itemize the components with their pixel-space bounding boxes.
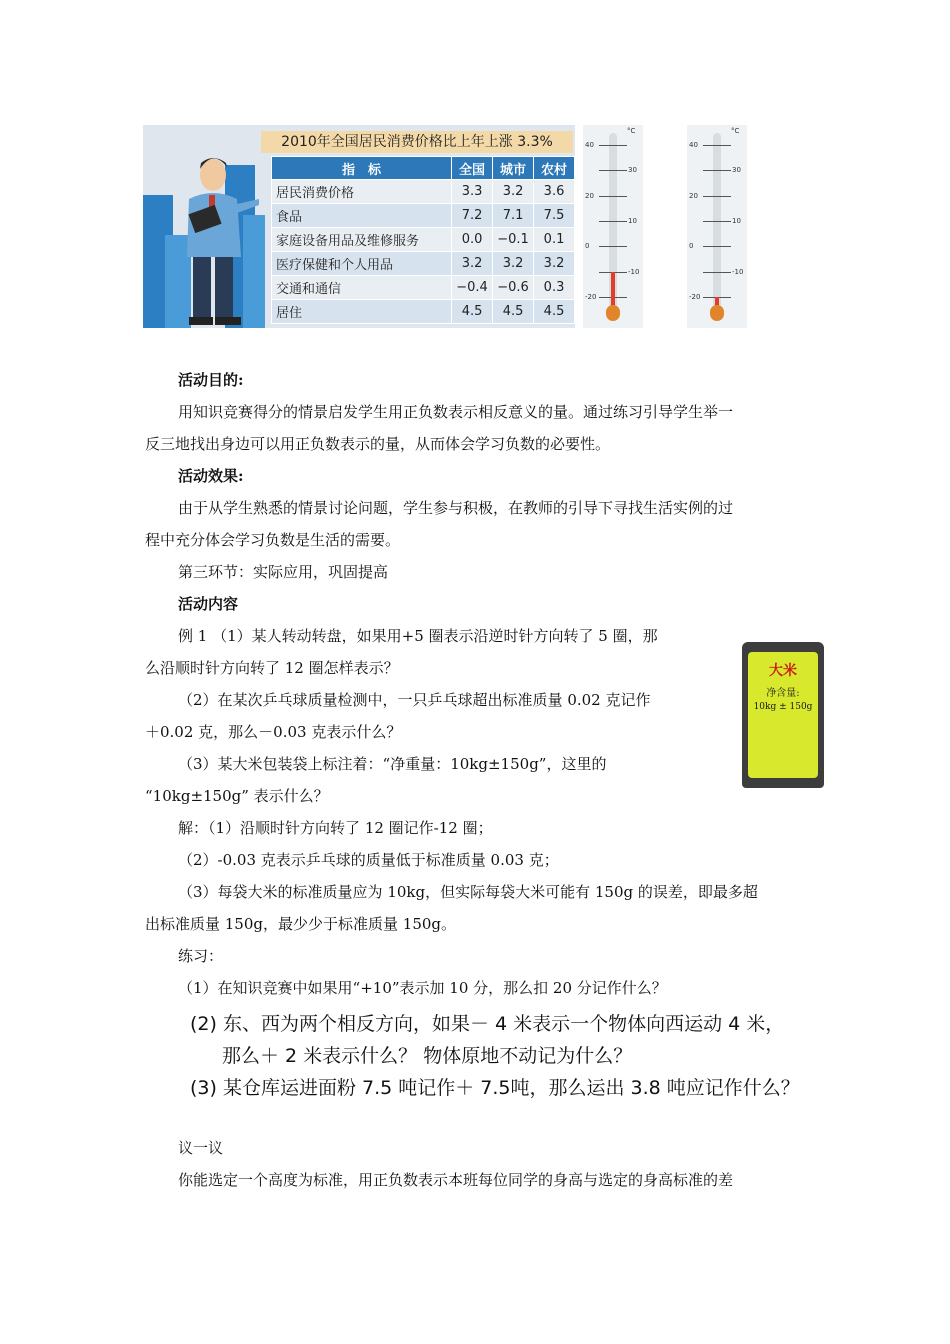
cell-value: −0.4	[452, 276, 493, 300]
cell-value: 3.6	[534, 180, 575, 204]
practice-item-large: (2) 东、西为两个相反方向，如果－ 4 米表示一个物体向西运动 4 米，	[190, 1013, 785, 1035]
thermometer-tick-label: 30	[628, 166, 637, 175]
rice-bag-label	[748, 652, 818, 778]
column-header: 全国	[452, 157, 493, 180]
thermometer-tick-label: 20	[585, 191, 594, 200]
thermometer-unit: °C	[731, 127, 740, 135]
cell-value: 7.5	[534, 204, 575, 228]
effect-text-line: 程中充分体会学习负数是生活的需要。	[145, 531, 401, 549]
thermometer-right	[687, 125, 747, 328]
row-label: 食品	[272, 204, 452, 228]
cell-value: 3.3	[452, 180, 493, 204]
goal-heading: 活动目的:	[178, 371, 244, 389]
teacher-illustration	[171, 147, 261, 328]
practice-heading: 练习：	[178, 947, 224, 965]
cell-value: −0.1	[493, 228, 534, 252]
thermometer-bulb	[606, 305, 620, 321]
example-text-line: （3）某大米包装袋上标注着：“净重量：10kg±150g”，这里的	[178, 755, 607, 773]
thermometer-tick	[599, 246, 627, 247]
cell-value: 3.2	[534, 252, 575, 276]
thermometer-tick	[599, 145, 627, 146]
cell-value: 0.1	[534, 228, 575, 252]
table-row	[272, 300, 575, 324]
cpi-table	[271, 156, 575, 324]
example-text-line: “10kg±150g” 表示什么？	[145, 787, 329, 805]
column-header: 城市	[493, 157, 534, 180]
table-row	[272, 204, 575, 228]
cell-value: 4.5	[534, 300, 575, 324]
thermometer-tick-label: 10	[732, 217, 741, 225]
rice-bag-spec: 10kg ± 150g	[753, 702, 813, 712]
solution-text-line: （2）-0.03 克表示乒乓球的质量低于标准质量 0.03 克；	[178, 851, 559, 869]
thermometer-tube	[713, 133, 721, 313]
thermometer-tick	[703, 246, 731, 247]
thermometer-tick-label: 10	[628, 217, 637, 225]
example-text-line: 么沿顺时针方向转了 12 圈怎样表示？	[145, 659, 399, 677]
rice-bag-weight-label: 净含量:	[766, 688, 800, 699]
practice-item-large: 那么＋ 2 米表示什么？ 物体原地不动记为什么？	[222, 1045, 633, 1067]
effect-text-line: 由于从学生熟悉的情景讨论问题，学生参与积极，在教师的引导下寻找生活实例的过	[178, 499, 734, 517]
thermometer-tick	[703, 221, 731, 222]
table-row	[272, 276, 575, 300]
thermometer-tick	[703, 196, 731, 197]
thermometer-unit: °C	[627, 127, 636, 135]
goal-text-line: 用知识竞赛得分的情景启发学生用正负数表示相反意义的量。通过练习引导学生举一	[178, 403, 734, 421]
thermometer-tick-label: 40	[585, 141, 594, 149]
row-label: 交通和通信	[272, 276, 452, 300]
rice-bag-name: 大米	[769, 663, 797, 679]
practice-item: （1）在知识竞赛中如果用“+10”表示加 10 分，那么扣 20 分记作什么？	[178, 979, 667, 997]
thermometer-tick	[599, 196, 627, 197]
example-text-line: （2）在某次乒乓球质量检测中，一只乒乓球超出标准质量 0.02 克记作	[178, 691, 651, 709]
cell-value: 0.3	[534, 276, 575, 300]
thermometer-tick	[599, 221, 627, 222]
cell-value: 4.5	[452, 300, 493, 324]
thermometer-left	[583, 125, 643, 328]
table-row	[272, 180, 575, 204]
goal-text-line: 反三地找出身边可以用正负数表示的量，从而体会学习负数的必要性。	[145, 435, 611, 453]
cpi-figure	[143, 125, 575, 328]
column-header: 农村	[534, 157, 575, 180]
table-header-row	[272, 157, 575, 180]
example-text-line: ＋0.02 克，那么－0.03 克表示什么？	[145, 723, 402, 741]
thermometer-tick	[599, 170, 627, 171]
thermometer-tick	[703, 272, 731, 273]
cell-value: 0.0	[452, 228, 493, 252]
effect-heading: 活动效果:	[178, 467, 244, 485]
practice-item-large: (3) 某仓库运进面粉 7.5 吨记作＋ 7.5吨，那么运出 3.8 吨应记作什么？	[190, 1077, 800, 1099]
row-label: 家庭设备用品及维修服务	[272, 228, 452, 252]
rice-bag-image	[738, 640, 828, 790]
example-text-line: 例 1 （1）某人转动转盘，如果用+5 圈表示沿逆时针方向转了 5 圈，那	[178, 627, 658, 645]
thermometer-tick-label: -20	[689, 293, 701, 301]
cpi-table-title: 2010年全国居民消费价格比上年上涨 3.3%	[261, 131, 573, 153]
thermometer-tick-label: -10	[628, 267, 640, 276]
cell-value: 7.1	[493, 204, 534, 228]
cell-value: 3.2	[493, 252, 534, 276]
column-header: 指 标	[272, 157, 452, 180]
cell-value: −0.6	[493, 276, 534, 300]
row-label: 医疗保健和个人用品	[272, 252, 452, 276]
section-heading: 第三环节：实际应用，巩固提高	[178, 563, 389, 581]
thermometer-tick-label: 40	[689, 141, 698, 149]
table-row	[272, 252, 575, 276]
thermometer-tick-label: 30	[732, 166, 741, 175]
cell-value: 4.5	[493, 300, 534, 324]
table-row	[272, 228, 575, 252]
cell-value: 3.2	[493, 180, 534, 204]
solution-text-line: 出标准质量 150g，最少少于标准质量 150g。	[145, 915, 457, 933]
thermometer-tick-label: 20	[689, 191, 698, 200]
thermometer-tick-label: 0	[585, 242, 590, 251]
discuss-text-line: 你能选定一个高度为标准，用正负数表示本班每位同学的身高与选定的身高标准的差	[178, 1171, 734, 1189]
thermometer-tick	[703, 170, 731, 171]
thermometer-tick-label: -10	[732, 267, 744, 276]
thermometer-tick	[703, 145, 731, 146]
row-label: 居民消费价格	[272, 180, 452, 204]
content-heading: 活动内容	[178, 595, 239, 613]
cell-value: 7.2	[452, 204, 493, 228]
row-label: 居住	[272, 300, 452, 324]
thermometer-tick-label: -20	[585, 293, 597, 301]
solution-text-line: 解：（1）沿顺时针方向转了 12 圈记作-12 圈；	[178, 819, 493, 837]
cell-value: 3.2	[452, 252, 493, 276]
thermometer-bulb	[710, 305, 724, 321]
discuss-heading: 议一议	[178, 1139, 224, 1157]
thermometer-tick-label: 0	[689, 242, 694, 251]
solution-text-line: （3）每袋大米的标准质量应为 10kg，但实际每袋大米可能有 150g 的误差，即最多超	[178, 883, 758, 901]
